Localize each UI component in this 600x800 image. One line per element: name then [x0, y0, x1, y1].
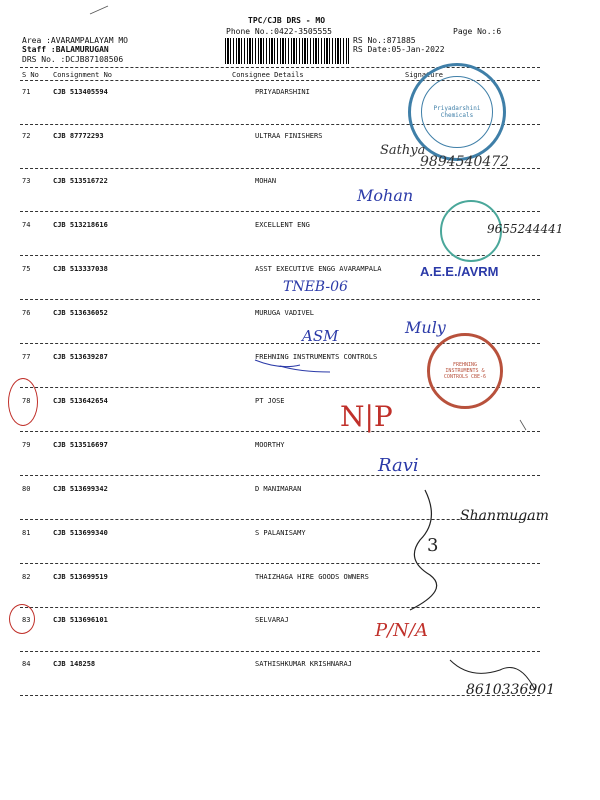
row-sno: 72: [22, 132, 31, 140]
handwritten-note: P/N/A: [375, 620, 428, 641]
row-consignment: CJB 513636052: [53, 309, 108, 317]
handwritten-number: 3: [427, 535, 439, 556]
row-consignee: S PALANISAMY: [255, 529, 306, 537]
row-consignee: ASST EXECUTIVE ENGG AVARAMPALA: [255, 265, 382, 273]
row-consignment: CJB 513516722: [53, 177, 108, 185]
row-consignment: CJB 513699519: [53, 573, 108, 581]
row-consignment: CJB 87772293: [53, 132, 104, 140]
row-consignee: SELVARAJ: [255, 616, 289, 624]
row-sno: 78: [22, 397, 31, 405]
row-consignee: MURUGA VADIVEL: [255, 309, 315, 317]
column-header-consignee: Consignee Details: [232, 71, 304, 79]
drs-number: DRS No. :DCJB87108506: [22, 55, 124, 64]
row-sno: 74: [22, 221, 31, 229]
column-header-sno: S No: [22, 71, 39, 79]
stamp-text: Priyadarshini Chemicals: [433, 105, 481, 119]
handwritten-phone: 9655244441: [487, 222, 564, 236]
handwritten-note: N|P: [340, 400, 393, 433]
row-sno: 82: [22, 573, 31, 581]
handwritten-signature: Shanmugam: [460, 508, 549, 524]
phone-number: Phone No.:0422-3505555: [226, 27, 332, 36]
column-header-consignment: Consignment No: [53, 71, 113, 79]
row-consignee: ULTRAA FINISHERS: [255, 132, 323, 140]
row-sno: 80: [22, 485, 31, 493]
row-consignment: CJB 148258: [53, 660, 96, 668]
handwritten-signature: Mohan: [357, 186, 414, 205]
row-consignment: CJB 513639287: [53, 353, 108, 361]
stamp-text: FREHNING INSTRUMENTS & CONTROLS CBE-6: [443, 362, 487, 380]
row-consignment: CJB 513699342: [53, 485, 108, 493]
row-consignee: D MANIMARAN: [255, 485, 302, 493]
page-number: Page No.:6: [453, 27, 502, 36]
row-sno: 75: [22, 265, 31, 273]
document-title: TPC/CJB DRS - MO: [248, 16, 326, 25]
row-sno: 79: [22, 441, 31, 449]
column-header-signature: Signature: [405, 71, 443, 79]
row-sno: 83: [22, 616, 31, 624]
handwritten-signature: Ravi: [378, 455, 419, 476]
row-consignee: EXCELLENT ENG: [255, 221, 310, 229]
row-consignment: CJB 513337038: [53, 265, 108, 273]
row-consignment: CJB 513696101: [53, 616, 108, 624]
row-consignee: MOHAN: [255, 177, 277, 185]
row-consignee: MOORTHY: [255, 441, 285, 449]
staff-label: Staff :BALAMURUGAN: [22, 45, 109, 54]
area-label: Area :AVARAMPALAYAM MO: [22, 36, 128, 45]
handwritten-note: ASM: [302, 327, 339, 345]
rs-number: RS No.:871885: [353, 36, 416, 45]
row-consignment: CJB 513218616: [53, 221, 108, 229]
row-consignee: THAIZHAGA HIRE GOODS OWNERS: [255, 573, 369, 581]
handwritten-note: TNEB-06: [283, 279, 348, 295]
row-consignee: SATHISHKUMAR KRISHNARAJ: [255, 660, 352, 668]
rs-date: RS Date:05-Jan-2022: [353, 45, 445, 54]
row-sno: 77: [22, 353, 31, 361]
handwritten-phone: 8610336901: [466, 682, 556, 698]
row-consignee: PT JOSE: [255, 397, 285, 405]
row-sno: 84: [22, 660, 31, 668]
row-sno: 81: [22, 529, 31, 537]
row-consignment: CJB 513516697: [53, 441, 108, 449]
handwritten-name: Sathya: [380, 143, 426, 158]
row-consignment: CJB 513642654: [53, 397, 108, 405]
handwritten-phone: 9894540472: [420, 154, 510, 170]
row-consignment: CJB 513699340: [53, 529, 108, 537]
handwritten-signature: Muly: [405, 318, 446, 337]
row-consignment: CJB 513405594: [53, 88, 108, 96]
stamp-text: A.E.E./AVRM: [420, 264, 499, 279]
row-consignee: FREHNING INSTRUMENTS CONTROLS: [255, 353, 378, 361]
row-sno: 73: [22, 177, 31, 185]
row-sno: 71: [22, 88, 31, 96]
row-sno: 76: [22, 309, 31, 317]
row-consignee: PRIYADARSHINI: [255, 88, 310, 96]
